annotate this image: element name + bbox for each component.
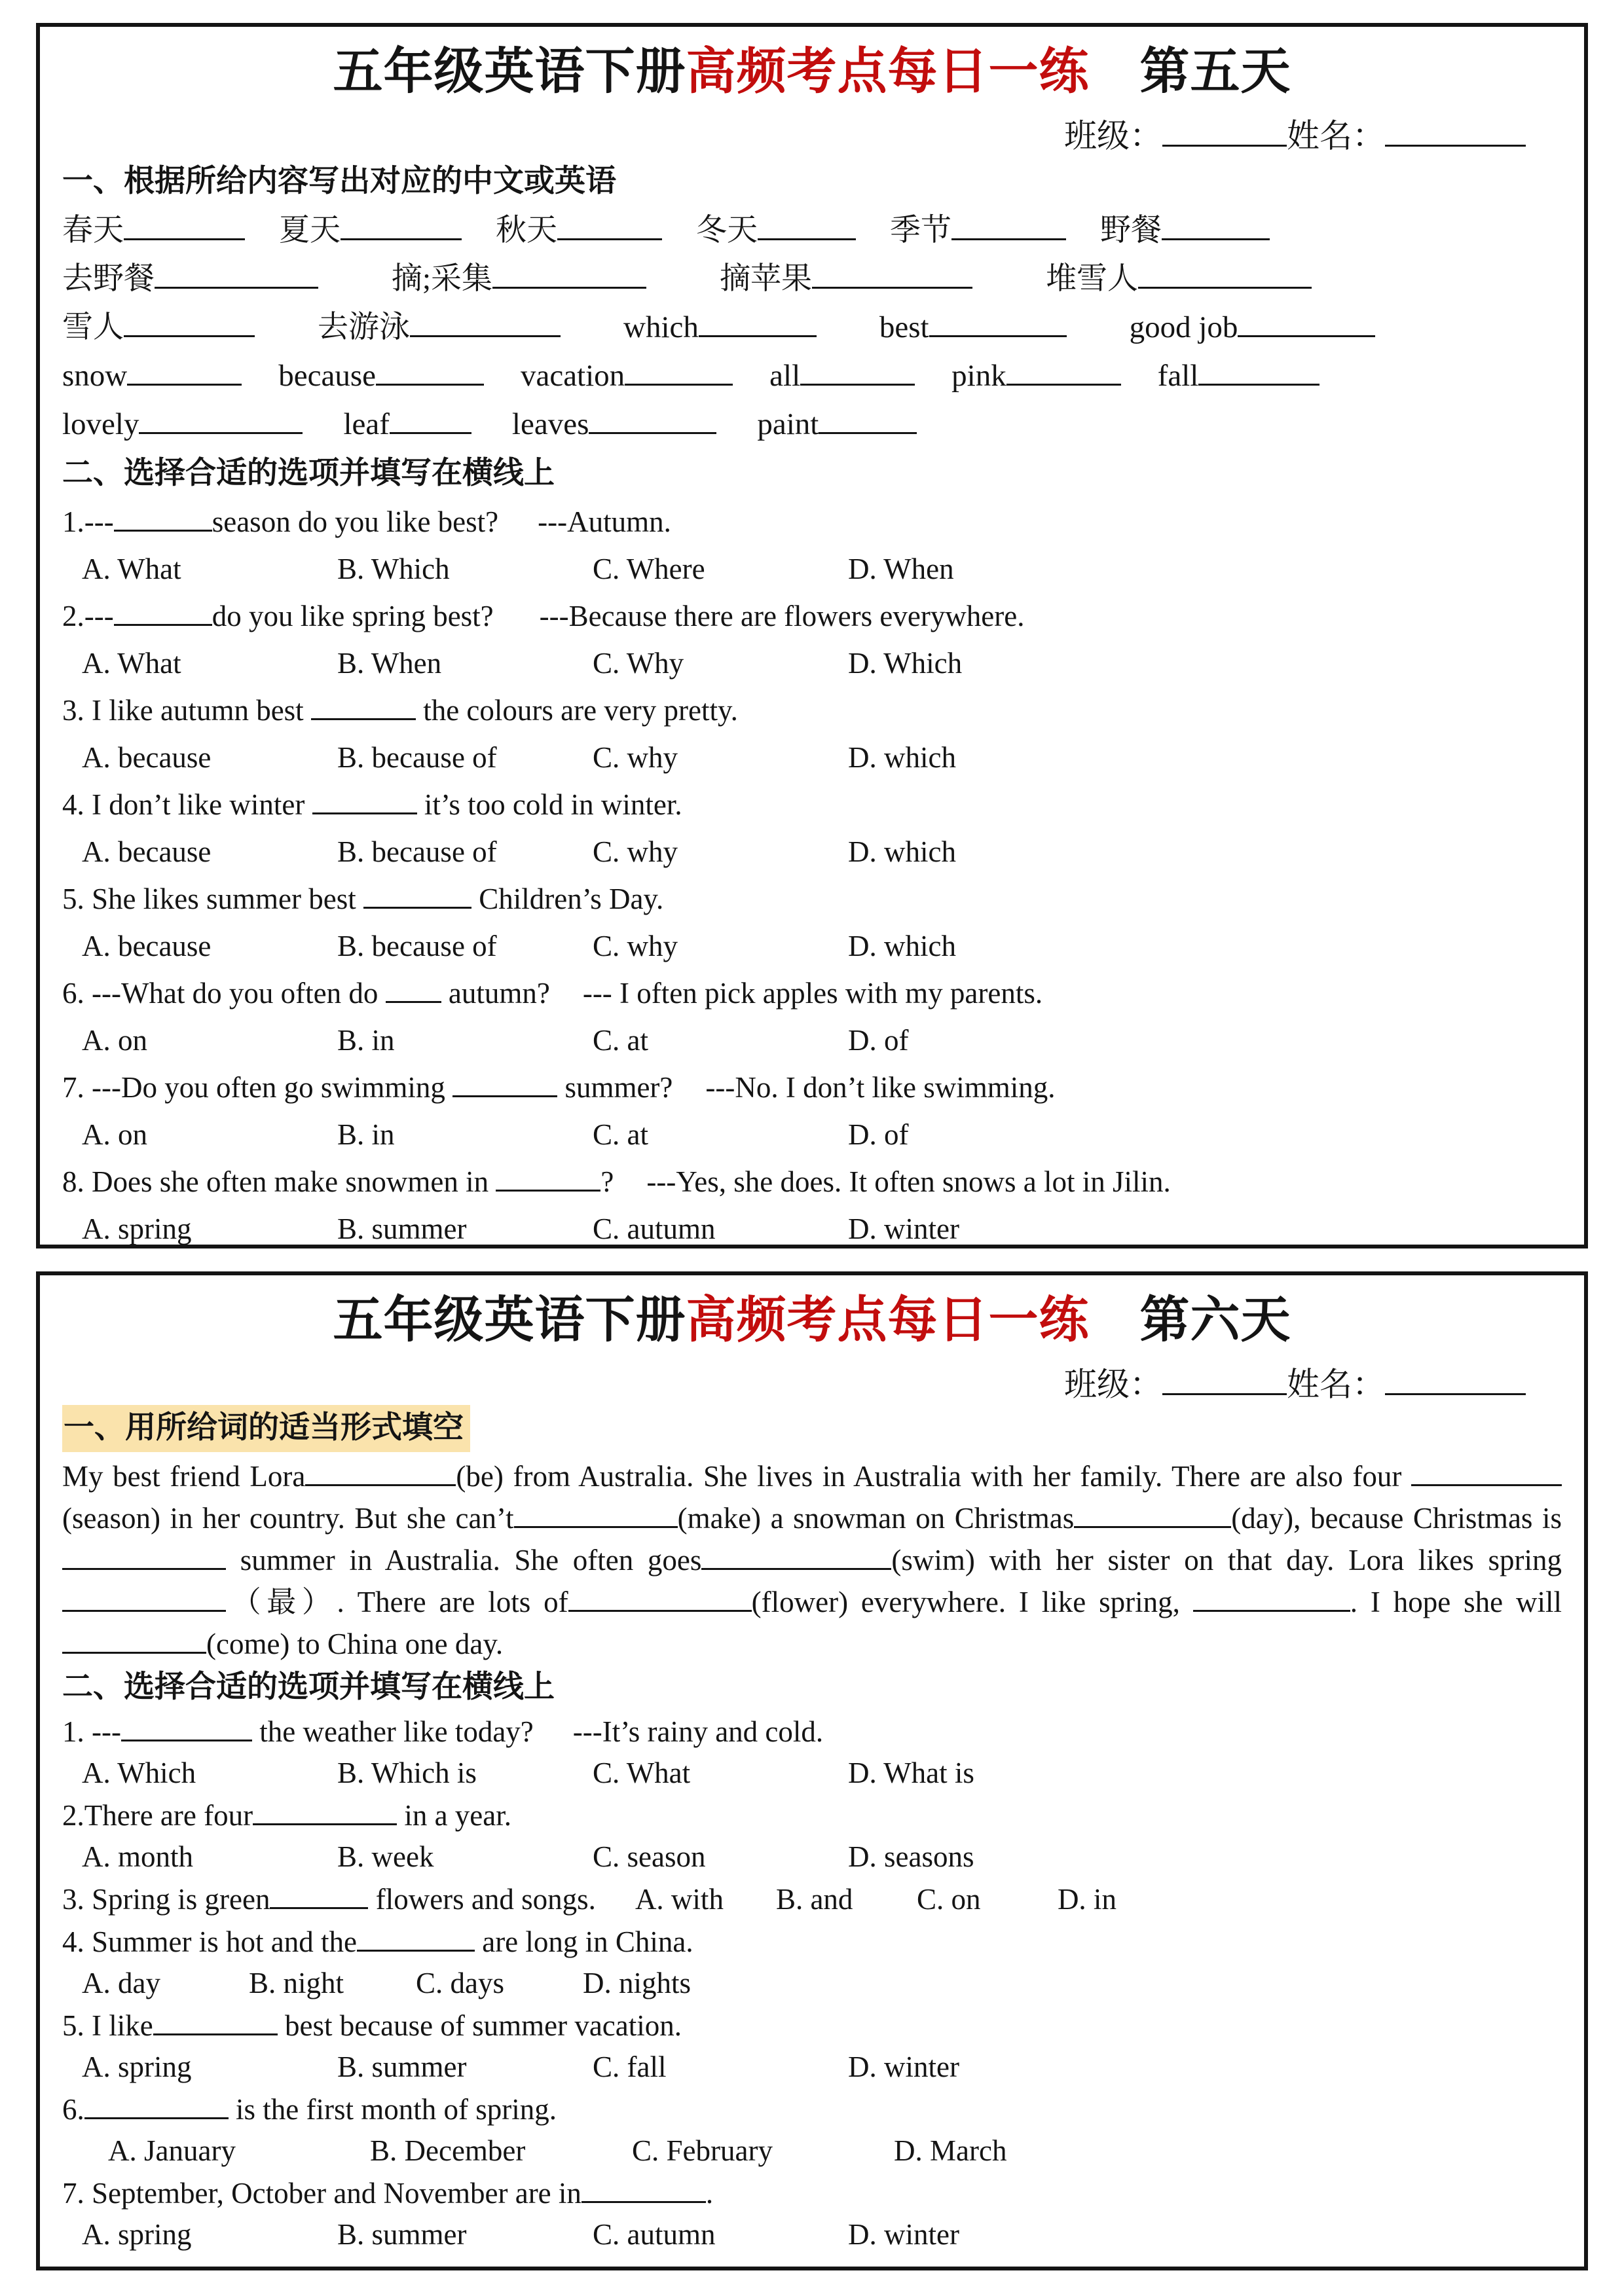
vocab-term: 去野餐 (62, 261, 155, 296)
text-segment: (come) to China one day. (206, 1627, 504, 1660)
blank-line (305, 1455, 456, 1486)
blank-line (492, 256, 646, 289)
text-segment: summer in Australia. She often goes (226, 1543, 702, 1576)
text-segment: 5. I like (62, 2009, 153, 2042)
blank-line (62, 1539, 226, 1570)
question-options (62, 1963, 1562, 2004)
question-option: D. which (848, 929, 956, 962)
text-segment: ---It’s rainy and cold. (572, 1715, 824, 1748)
vocab-item (496, 206, 662, 255)
vocab-term: best (879, 310, 929, 344)
blank-line (114, 594, 212, 626)
question-option: A. on (82, 1118, 147, 1151)
question-text (62, 1710, 1562, 1753)
question-option: B. because of (337, 835, 497, 868)
question-option: D. winter (848, 2050, 959, 2083)
text-segment: ---Because there are flowers everywhere. (539, 599, 1025, 632)
vocab-term: 雪人 (62, 310, 124, 344)
question-option: C. fall (593, 2050, 667, 2083)
day6-class-blank (1162, 1362, 1287, 1396)
day6-name-label: 姓名： (1287, 1366, 1385, 1403)
question-text (62, 592, 1562, 640)
vocab-item (1100, 206, 1270, 255)
text-segment: (flower) everywhere. I like spring, (751, 1585, 1193, 1618)
day5-title-red: 高频考点每日一练 (686, 45, 1090, 100)
day5-class-label: 班级： (1064, 117, 1162, 155)
question-option: D. which (848, 835, 956, 868)
day5-class-blank (1162, 114, 1287, 147)
vocab-item (62, 206, 245, 255)
blank-line (124, 208, 245, 240)
vocab-term: good job (1129, 310, 1238, 344)
day6-cloze-paragraph (62, 1455, 1562, 1664)
question-option: C. February (632, 2134, 773, 2167)
question-option: B. summer (337, 2217, 467, 2251)
text-segment: 4. Summer is hot and the (62, 1925, 357, 1958)
question-option: D. seasons (848, 1840, 974, 1873)
blank-line (589, 401, 716, 434)
question-option: D. which (848, 740, 956, 774)
question-options (62, 640, 1562, 687)
day6-section1-header (62, 1405, 1562, 1452)
day5-name-label: 姓名： (1287, 117, 1385, 155)
question-option: C. Where (593, 552, 705, 585)
day6-page-title (62, 1288, 1562, 1353)
question-option: A. day (82, 1966, 160, 1999)
question-option: B. night (249, 1966, 344, 1999)
vocab-term: all (769, 358, 801, 393)
text-segment: 4. I don’t like winter (62, 788, 312, 821)
question-text (62, 2004, 1562, 2047)
vocab-item (879, 303, 1067, 352)
text-segment: 8. Does she often make snowmen in (62, 1165, 496, 1198)
question-option: D. winter (848, 2217, 959, 2251)
vocab-item (521, 352, 733, 400)
vocab-item (696, 206, 856, 255)
question-option: D. Which (848, 646, 963, 680)
question-option: C. why (593, 835, 678, 868)
vocab-item (890, 206, 1066, 255)
blank-line (581, 2172, 706, 2203)
vocab-item (1130, 303, 1376, 352)
question-text (62, 498, 1562, 545)
day5-section1-header: 一、根据所给内容写出对应的中文或英语 (62, 164, 616, 198)
blank-line (514, 1497, 678, 1528)
question-text (62, 1920, 1562, 1963)
day5-name-blank (1385, 114, 1526, 147)
question-text (62, 781, 1562, 828)
text-segment: 2.There are four (62, 1798, 253, 1832)
question-option: C. season (593, 1840, 706, 1873)
text-segment: (be) from Australia. She lives in Australia with her family. There are also four (456, 1459, 1411, 1493)
question-option: A. Which (82, 1756, 196, 1789)
day6-section2-header: 二、选择合适的选项并填写在横线上 (62, 1669, 555, 1704)
question-option: D. in (1057, 1882, 1116, 1916)
vocab-row (62, 206, 1562, 255)
question-text (62, 1158, 1562, 1205)
question-option: B. because of (337, 929, 497, 962)
text-segment: . I hope she will (1350, 1585, 1562, 1618)
text-segment: Children’s Day. (471, 882, 664, 915)
blank-line (410, 304, 561, 337)
text-segment: --- I often pick apples with my parents. (582, 976, 1043, 1010)
question-text (62, 875, 1562, 922)
vocab-term: because (278, 358, 376, 393)
vocab-item (512, 400, 716, 448)
vocab-item (62, 352, 242, 400)
day6-class-name-line (62, 1362, 1562, 1405)
question-option: D. March (894, 2134, 1007, 2167)
question-option: C. why (593, 929, 678, 962)
blank-line (363, 877, 471, 909)
blank-line (929, 304, 1067, 337)
blank-line (800, 353, 915, 386)
blank-line (557, 208, 662, 240)
text-segment: 2.--- (62, 599, 114, 632)
text-segment: season do you like best? (212, 505, 499, 538)
text-segment: 7. ---Do you often go swimming (62, 1070, 453, 1104)
text-segment: ---Yes, she does. It often snows a lot in Jilin. (646, 1165, 1171, 1198)
blank-line (1238, 304, 1375, 337)
question-option: A. spring (82, 2050, 192, 2083)
blank-line (376, 353, 484, 386)
blank-line (1411, 1455, 1562, 1486)
vocab-item (343, 400, 471, 448)
blank-line (452, 1066, 557, 1097)
vocab-term: 野餐 (1100, 213, 1162, 247)
vocab-item (1158, 352, 1320, 400)
question-option: C. at (593, 1118, 648, 1151)
blank-line (124, 304, 255, 337)
text-segment: are long in China. (474, 1925, 693, 1958)
day6-name-blank (1385, 1362, 1526, 1396)
question-option: C. Why (593, 646, 684, 680)
blank-line (701, 1539, 891, 1570)
vocab-term: lovely (62, 407, 139, 441)
day5-class-name-line (62, 114, 1562, 156)
question-option: B. because of (337, 740, 497, 774)
blank-line (386, 972, 441, 1003)
question-options (62, 2214, 1562, 2255)
question-options (62, 922, 1562, 970)
blank-line (819, 401, 917, 434)
question-option: B. week (337, 1840, 434, 1873)
vocab-row (62, 400, 1562, 448)
question-options (62, 1111, 1562, 1158)
day6-sheet (36, 1271, 1588, 2270)
question-option: D. When (848, 552, 954, 585)
question-text (62, 1878, 1562, 1920)
question-option: A. January (108, 2134, 236, 2167)
blank-line (951, 208, 1066, 240)
question-option: C. on (916, 1882, 981, 1916)
question-options (62, 1836, 1562, 1878)
question-option: A. spring (82, 2217, 192, 2251)
blank-line (1006, 353, 1121, 386)
question-text (62, 687, 1562, 734)
question-option: B. December (370, 2134, 526, 2167)
text-segment: (swim) with her sister on that day. Lora likes spring (891, 1543, 1562, 1576)
question-options (62, 2047, 1562, 2088)
text-segment: 7. September, October and November are in (62, 2176, 581, 2210)
blank-line (341, 208, 462, 240)
blank-line (121, 1710, 252, 1741)
blank-line (312, 783, 417, 814)
vocab-term: leaf (343, 407, 390, 441)
question-option: C. days (416, 1966, 504, 1999)
vocab-term: 秋天 (496, 213, 557, 247)
text-segment: ? (600, 1165, 614, 1198)
blank-line (1162, 208, 1270, 240)
blank-line (153, 2004, 278, 2035)
day6-section1-highlight: 一、用所给词的适当形式填空 (62, 1405, 470, 1452)
text-segment: the weather like today? (251, 1715, 534, 1748)
question-option: C. autumn (593, 1212, 716, 1245)
day6-title-left: 五年级英语下册 (333, 1293, 686, 1348)
text-segment: 1.--- (62, 505, 114, 538)
question-option: B. When (337, 646, 442, 680)
text-segment: (day), because Christmas is (1231, 1501, 1562, 1535)
blank-line (357, 1920, 475, 1952)
question-options (62, 828, 1562, 875)
vocab-row (62, 255, 1562, 303)
question-option: A. with (635, 1882, 724, 1916)
question-text (62, 2172, 1562, 2214)
question-text (62, 1064, 1562, 1111)
vocab-item (278, 352, 484, 400)
vocab-term: 季节 (890, 213, 951, 247)
day5-sheet (36, 23, 1588, 1248)
text-segment: My best friend Lora (62, 1459, 306, 1493)
vocab-item (318, 303, 561, 352)
question-option: B. and (775, 1882, 853, 1916)
blank-line (62, 1622, 206, 1654)
text-segment: do you like spring best? (212, 599, 494, 632)
question-option: A. because (82, 835, 212, 868)
text-segment: autumn? (441, 976, 550, 1010)
blank-line (496, 1160, 600, 1192)
text-segment: 3. I like autumn best (62, 693, 311, 727)
blank-line (155, 256, 318, 289)
text-segment: 1. --- (62, 1715, 121, 1748)
question-option: C. why (593, 740, 678, 774)
blank-line (625, 353, 733, 386)
question-option: A. spring (82, 1212, 192, 1245)
day5-page-title (62, 40, 1562, 105)
question-option: B. Which is (337, 1756, 477, 1789)
blank-line (1074, 1497, 1231, 1528)
vocab-term: fall (1157, 358, 1199, 393)
vocab-term: vacation (520, 358, 625, 393)
blank-line (139, 401, 303, 434)
blank-line (114, 500, 212, 532)
question-options (62, 1753, 1562, 1794)
blank-line (127, 353, 242, 386)
vocab-term: 春天 (62, 213, 124, 247)
vocab-item (1046, 255, 1312, 303)
text-segment: 6. (62, 2092, 84, 2126)
blank-line (568, 1580, 752, 1612)
vocab-item (62, 400, 303, 448)
question-option: A. because (82, 740, 212, 774)
question-option: D. winter (848, 1212, 959, 1245)
vocab-term: pink (951, 358, 1006, 393)
vocab-term: 去游泳 (318, 310, 410, 344)
vocab-item (279, 206, 462, 255)
text-segment: (make) a snowman on Christmas (677, 1501, 1075, 1535)
vocab-item (392, 255, 646, 303)
blank-line (812, 256, 972, 289)
blank-line (699, 304, 817, 337)
vocab-row (62, 303, 1562, 352)
text-segment: is the first month of spring. (228, 2092, 557, 2126)
vocab-row (62, 352, 1562, 400)
text-segment: ---Autumn. (538, 505, 671, 538)
blank-line (1193, 1580, 1350, 1612)
vocab-term: 摘苹果 (720, 261, 813, 296)
vocab-item (62, 255, 318, 303)
question-option: B. Which (337, 552, 450, 585)
vocab-term: leaves (511, 407, 589, 441)
text-segment: . (705, 2176, 714, 2210)
text-segment: best because of summer vacation. (277, 2009, 682, 2042)
vocab-term: 堆雪人 (1046, 261, 1139, 296)
question-options (62, 734, 1562, 781)
question-option: C. What (593, 1756, 691, 1789)
blank-line (758, 208, 856, 240)
question-option: D. What is (848, 1756, 974, 1789)
question-option: B. in (337, 1023, 395, 1057)
question-option: C. autumn (593, 2217, 716, 2251)
blank-line (1198, 353, 1320, 386)
vocab-item (769, 352, 915, 400)
vocab-term: paint (757, 407, 819, 441)
question-option: A. What (82, 552, 181, 585)
day5-questions (62, 498, 1562, 1252)
blank-line (62, 1580, 226, 1612)
day5-section2-header: 二、选择合适的选项并填写在横线上 (62, 456, 555, 490)
question-option: D. of (848, 1023, 909, 1057)
blank-line (253, 1794, 397, 1825)
day6-title-red: 高频考点每日一练 (686, 1293, 1090, 1348)
question-option: A. on (82, 1023, 147, 1057)
vocab-term: 摘;采集 (392, 261, 493, 296)
vocab-term: 冬天 (696, 213, 758, 247)
blank-line (84, 2088, 229, 2119)
text-segment: 5. She likes summer best (62, 882, 363, 915)
question-option: C. at (593, 1023, 648, 1057)
question-text (62, 1794, 1562, 1836)
question-option: B. summer (337, 2050, 467, 2083)
text-segment: ---No. I don’t like swimming. (705, 1070, 1056, 1104)
day5-title-left: 五年级英语下册 (333, 45, 686, 100)
text-segment: flowers and songs. (368, 1882, 596, 1916)
day5-title-right: 第五天 (1089, 45, 1291, 100)
day6-title-right: 第六天 (1089, 1293, 1291, 1348)
question-option: D. of (848, 1118, 909, 1151)
vocab-item (720, 255, 972, 303)
blank-line (1138, 256, 1312, 289)
vocab-term: which (623, 310, 699, 344)
blank-line (390, 401, 471, 434)
question-option: A. What (82, 646, 181, 680)
text-segment: summer? (557, 1070, 673, 1104)
question-options (62, 545, 1562, 592)
text-segment: （最）. There are lots of (226, 1585, 568, 1618)
day5-vocab-section (62, 206, 1562, 448)
vocab-item (951, 352, 1121, 400)
vocab-item (623, 303, 817, 352)
question-option: D. nights (583, 1966, 692, 1999)
vocab-item (757, 400, 917, 448)
text-segment: in a year. (397, 1798, 512, 1832)
text-segment: the colours are very pretty. (415, 693, 738, 727)
text-segment: 6. ---What do you often do (62, 976, 386, 1010)
text-segment: 3. Spring is green (62, 1882, 270, 1916)
question-text (62, 970, 1562, 1017)
blank-line (311, 689, 416, 720)
question-option: A. because (82, 929, 212, 962)
question-option: B. summer (337, 1212, 467, 1245)
text-segment: it’s too cold in winter. (416, 788, 682, 821)
text-segment: (season) in her country. But she can’t (62, 1501, 514, 1535)
vocab-term: 夏天 (279, 213, 341, 247)
day6-questions (62, 1710, 1562, 2255)
vocab-term: snow (62, 358, 128, 393)
question-option: A. month (82, 1840, 194, 1873)
question-option: B. in (337, 1118, 395, 1151)
day6-class-label: 班级： (1064, 1366, 1162, 1403)
blank-line (270, 1878, 368, 1909)
question-options (62, 2130, 1562, 2172)
vocab-item (62, 303, 255, 352)
question-options (62, 1017, 1562, 1064)
question-text (62, 2088, 1562, 2130)
question-options (62, 1205, 1562, 1252)
